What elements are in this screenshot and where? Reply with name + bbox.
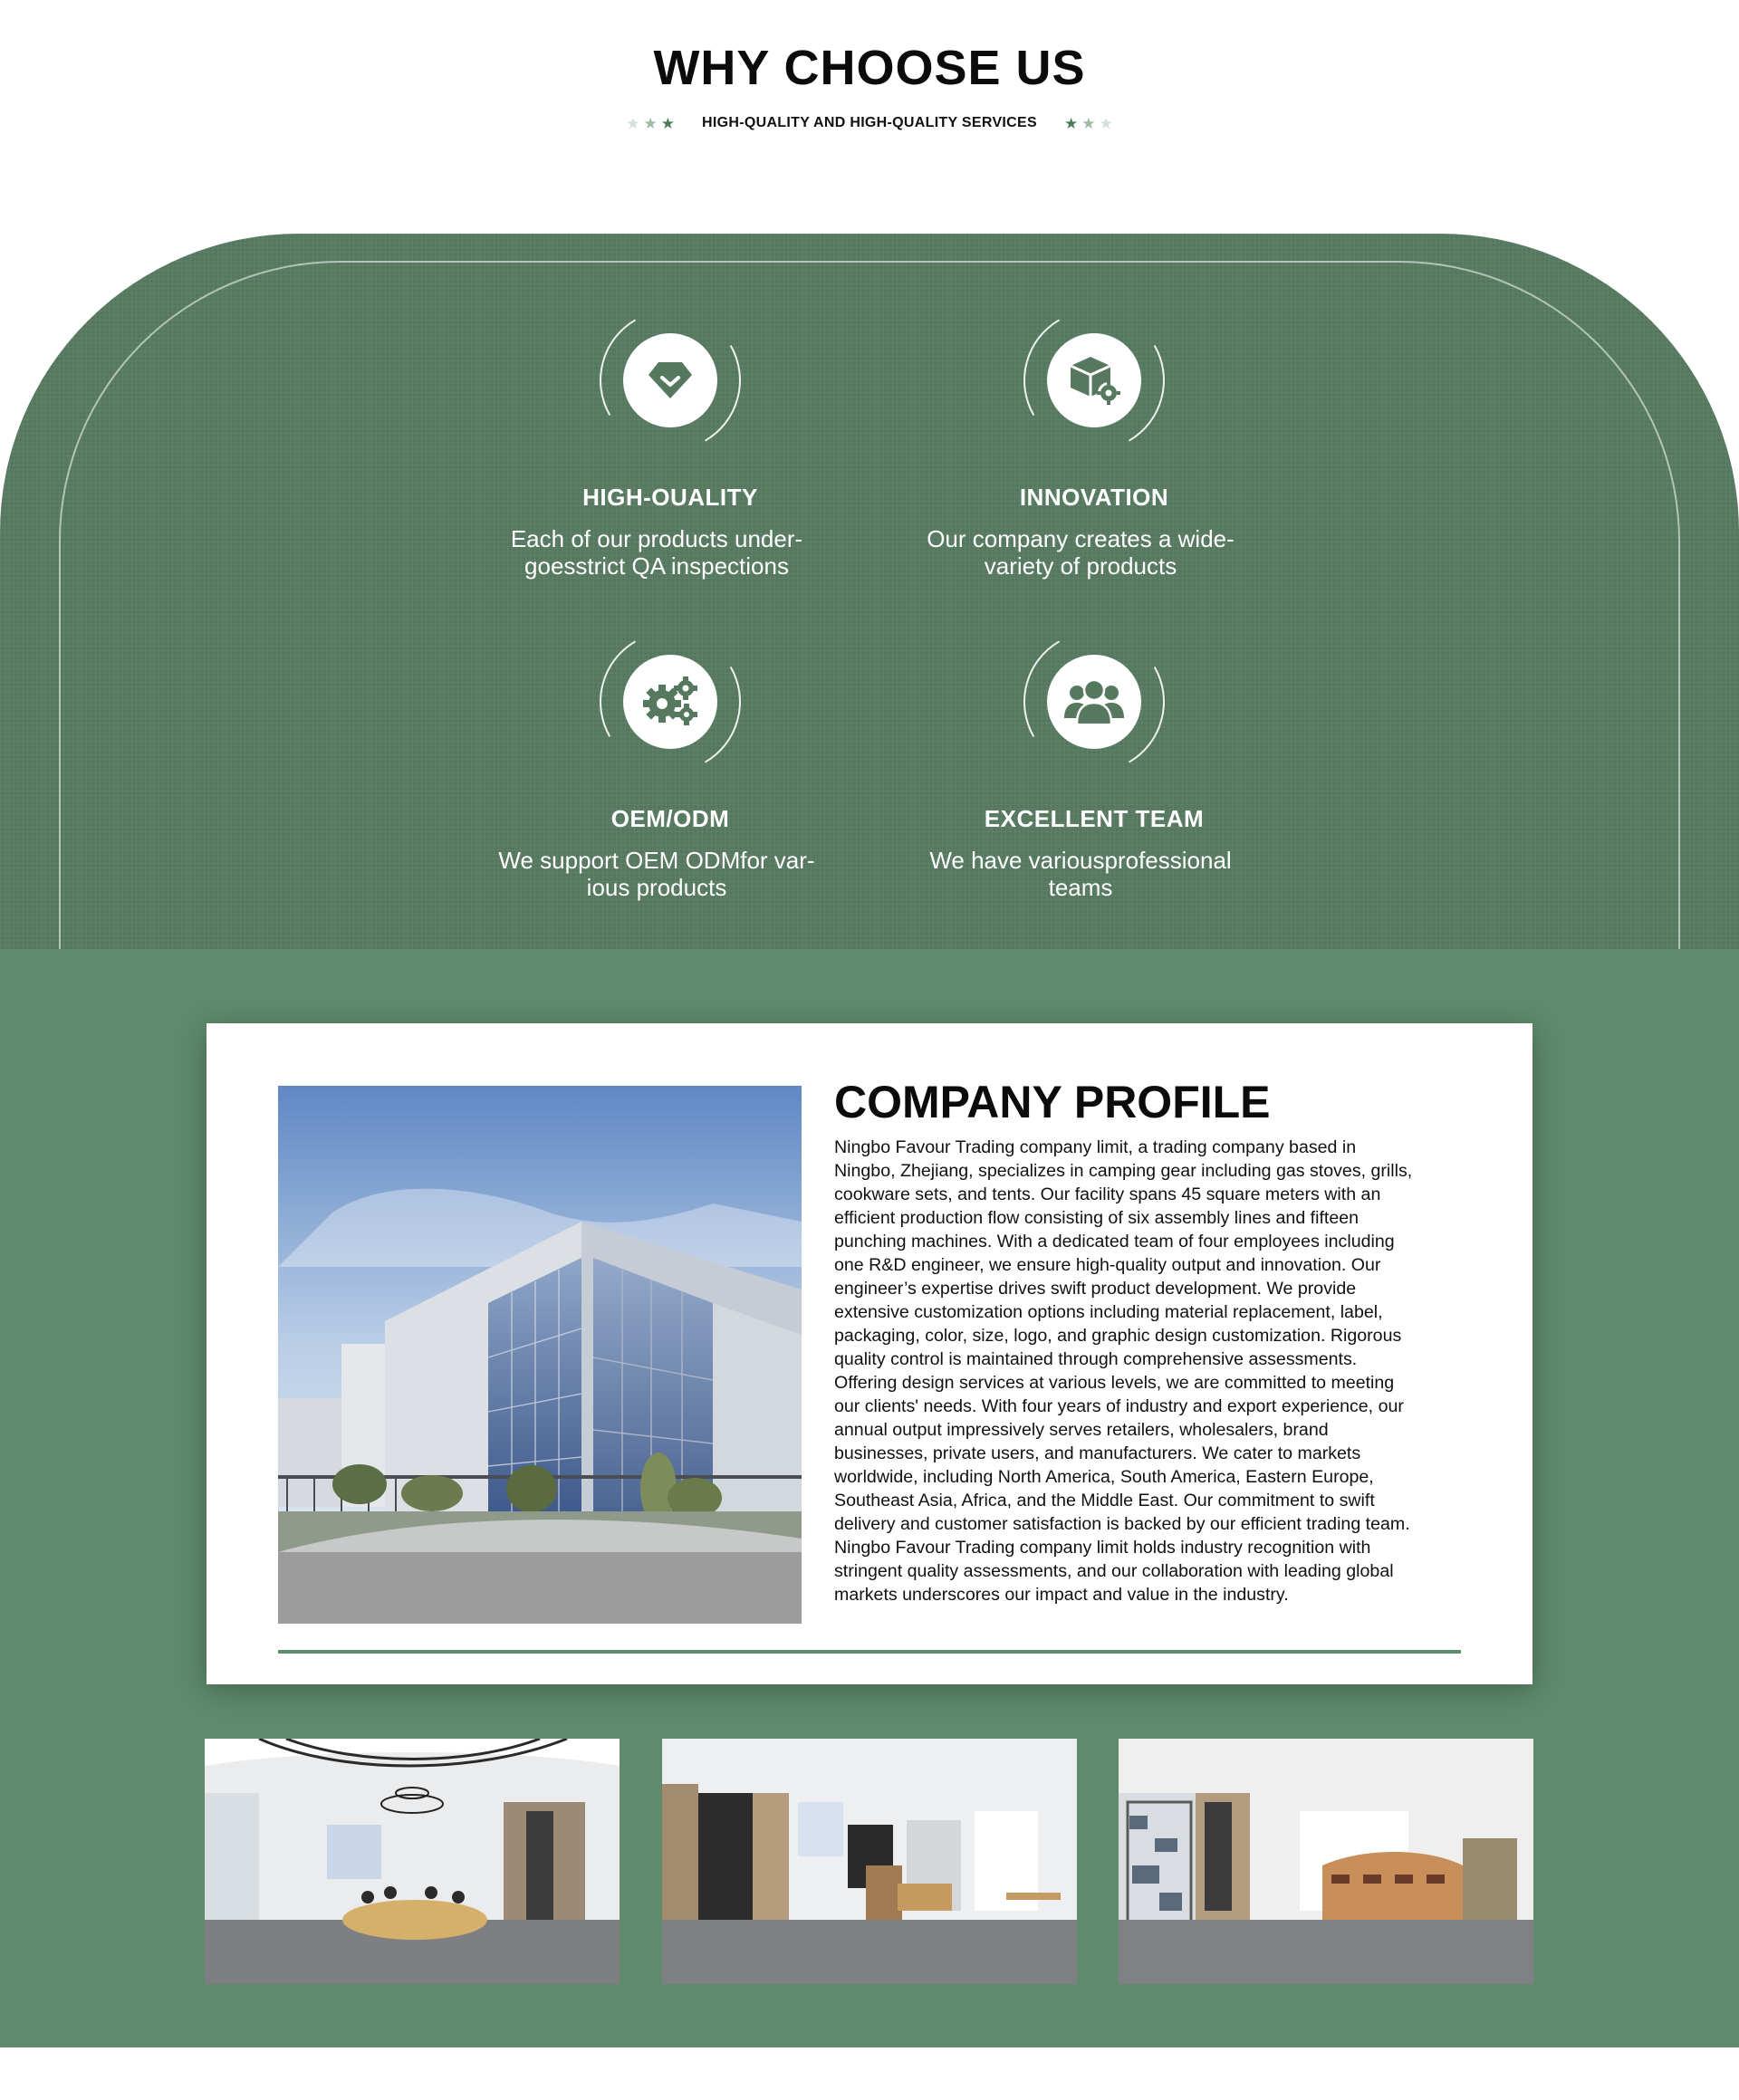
feature-desc-line-2: teams (1048, 874, 1113, 901)
feature-title: HIGH-OUALITY (582, 484, 758, 511)
subtitle-row (0, 112, 1739, 134)
feature-desc-line-1: We support OEM ODMfor var- (498, 847, 815, 874)
office-panorama-photo-2 (662, 1739, 1077, 1984)
arch-outline (59, 261, 1680, 949)
feature-innovation (913, 308, 1275, 580)
diamond-icon (623, 333, 717, 427)
company-profile-text: Ningbo Favour Trading company limit, a trading company based in Ningbo, Zhejiang, specializes in camping gear including gas stoves, grills, cookware sets, and tents. Our facility spans 45 square meters with an efficient production flow consisting of six assembly lines and fifteen punching machines. With a dedicated team of four employees including one R&D engineer, we ensure high-quality output and innovation. Our engineer’s expertise drives swift product development. We provide extensive customization options including material replacement, label, packaging, color, size, logo, and graphic design customization. Rigorous quality control is maintained through comprehensive assessments. Offering design services at various levels, we are committed to meeting our clients' needs. With four years of industry and export experience, our annual output impressively serves retailers, wholesalers, brand businesses, private users, and manufacturers. We cater to markets worldwide, including North America, South America, Eastern Europe, Southeast Asia, Africa, and the Middle East. Our commitment to swift delivery and customer satisfaction is backed by our efficient trading team. Ningbo Favour Trading company limit holds industry recognition with stringent quality assessments, and our collaboration with leading global markets underscores our impact and value in the industry. (834, 1137, 1413, 1605)
section-header (0, 0, 1739, 181)
feature-high-quality (489, 308, 851, 580)
profile-divider (278, 1650, 1461, 1654)
feature-desc-line-1: Our company creates a wide- (927, 525, 1235, 552)
company-profile-title: COMPANY PROFILE (834, 1077, 1271, 1127)
feature-oem-odm (489, 629, 851, 901)
team-icon (1047, 655, 1141, 749)
feature-desc-line-1: Each of our products under- (510, 525, 803, 552)
box-gear-icon (1047, 333, 1141, 427)
feature-title: INNOVATION (1019, 484, 1169, 511)
feature-title: OEM/ODM (610, 805, 730, 832)
office-panorama-photo-3 (1119, 1739, 1533, 1984)
factory-building-photo (278, 1086, 802, 1624)
feature-title: EXCELLENT TEAM (984, 805, 1205, 832)
feature-desc-line-2: variety of products (984, 552, 1177, 580)
office-panorama-photo-1 (205, 1739, 620, 1984)
feature-desc-line-2: goesstrict QA inspections (524, 552, 789, 580)
company-profile-card (207, 1023, 1532, 1684)
feature-desc-line-1: We have variousprofessional (929, 847, 1232, 874)
feature-excellent-team (913, 629, 1275, 901)
page-title: WHY CHOOSE US (653, 41, 1086, 95)
stars-left-icon: ★ ★ ★ (626, 114, 676, 132)
gears-icon (623, 655, 717, 749)
page-subtitle: HIGH-QUALITY AND HIGH-QUALITY SERVICES (702, 115, 1037, 130)
feature-desc-line-2: ious products (586, 874, 727, 901)
stars-right-icon: ★ ★ ★ (1063, 114, 1113, 132)
